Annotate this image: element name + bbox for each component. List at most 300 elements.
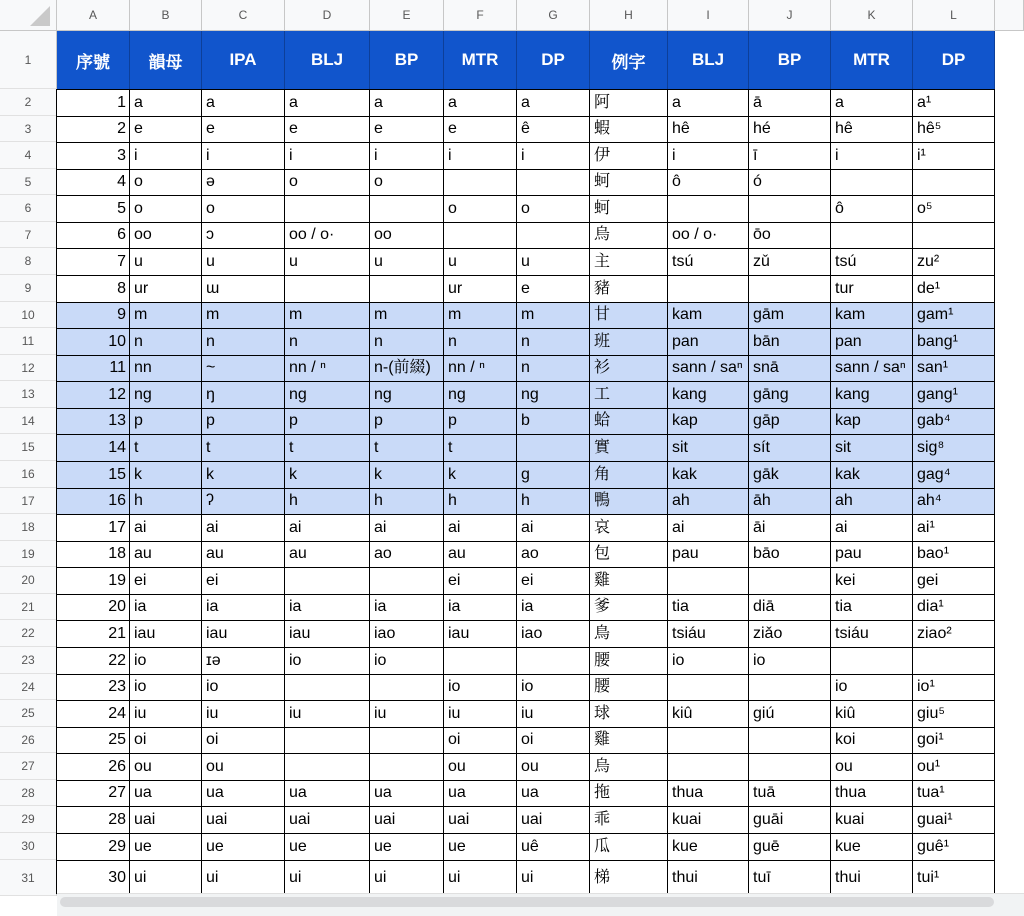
table-cell[interactable]: 衫 xyxy=(590,355,668,381)
table-cell[interactable]: gab⁴ xyxy=(913,408,995,434)
table-cell[interactable]: h xyxy=(517,488,590,514)
table-cell[interactable]: 班 xyxy=(590,328,668,355)
table-cell[interactable]: tur xyxy=(835,279,854,297)
table-cell[interactable]: 10 xyxy=(57,328,130,355)
table-cell[interactable]: ng xyxy=(130,381,202,408)
column-header-c[interactable]: C xyxy=(202,0,285,31)
table-cell[interactable]: thua xyxy=(835,784,867,801)
table-cell[interactable]: diā xyxy=(753,598,775,615)
table-cell[interactable]: ui xyxy=(289,869,302,886)
table-cell[interactable]: ia xyxy=(289,598,302,615)
table-cell[interactable]: bān xyxy=(749,328,831,355)
table-cell[interactable]: 梯 xyxy=(594,869,611,886)
table-cell[interactable]: 24 xyxy=(108,704,126,722)
table-cell[interactable]: ue xyxy=(374,837,392,855)
table-cell[interactable]: io xyxy=(753,651,766,669)
table-cell[interactable]: gāng xyxy=(749,381,831,408)
table-cell[interactable] xyxy=(749,275,831,302)
table-cell[interactable]: guāi xyxy=(753,810,784,828)
table-cell[interactable]: g xyxy=(517,461,590,488)
table-cell[interactable]: p xyxy=(202,408,285,434)
table-cell[interactable]: p xyxy=(285,408,370,434)
row-header-26[interactable]: 26 xyxy=(0,727,57,753)
table-cell[interactable]: n xyxy=(517,355,590,381)
table-cell[interactable]: ui xyxy=(206,869,219,886)
table-cell[interactable]: 雞 xyxy=(594,731,611,748)
table-cell[interactable]: io xyxy=(134,651,147,669)
table-cell[interactable]: kap xyxy=(668,408,749,434)
table-cell[interactable]: gāk xyxy=(749,461,831,488)
table-cell[interactable] xyxy=(370,275,444,302)
table-cell[interactable]: 拖 xyxy=(594,784,611,801)
table-cell[interactable]: gām xyxy=(749,302,831,328)
table-cell[interactable] xyxy=(370,753,444,780)
column-header-h[interactable]: H xyxy=(590,0,668,31)
table-cell[interactable]: tia xyxy=(835,598,852,615)
table-cell[interactable]: 實 xyxy=(590,434,668,461)
table-cell[interactable]: t xyxy=(370,434,444,461)
table-cell[interactable]: ei xyxy=(448,571,461,589)
table-cell[interactable]: 包 xyxy=(594,545,611,562)
table-cell[interactable]: ue xyxy=(206,837,224,855)
row-header-5[interactable]: 5 xyxy=(0,169,57,195)
table-cell[interactable]: u xyxy=(134,252,143,270)
table-cell[interactable]: a xyxy=(835,93,844,111)
table-cell[interactable]: o xyxy=(206,199,215,217)
table-cell[interactable]: n xyxy=(285,328,370,355)
table-cell[interactable]: bao¹ xyxy=(917,545,950,562)
table-cell[interactable] xyxy=(749,753,831,780)
table-cell[interactable]: oi xyxy=(448,731,461,748)
table-cell[interactable]: p xyxy=(130,408,202,434)
table-cell[interactable]: de¹ xyxy=(917,279,941,297)
table-cell[interactable]: ua xyxy=(374,784,392,801)
table-cell[interactable]: 烏 xyxy=(594,757,611,775)
table-cell[interactable]: 2 xyxy=(117,120,126,137)
table-cell[interactable] xyxy=(444,169,517,195)
table-cell[interactable]: ai xyxy=(835,518,848,536)
table-cell[interactable]: 18 xyxy=(108,545,126,562)
row-header-16[interactable]: 16 xyxy=(0,461,57,488)
table-cell[interactable]: ng xyxy=(517,381,590,408)
table-cell[interactable]: 20 xyxy=(108,598,126,615)
table-cell[interactable]: kiû xyxy=(835,704,856,722)
table-cell[interactable]: au xyxy=(448,545,466,562)
table-cell[interactable]: nn xyxy=(130,355,202,381)
table-cell[interactable]: ia xyxy=(374,598,387,615)
table-cell[interactable]: hé xyxy=(753,120,771,137)
table-cell[interactable]: thui xyxy=(835,869,861,886)
row-header-13[interactable]: 13 xyxy=(0,381,57,408)
table-cell[interactable]: a xyxy=(521,93,530,111)
table-cell[interactable]: ao xyxy=(521,545,539,562)
table-cell[interactable]: 伊 xyxy=(594,146,611,164)
table-cell[interactable]: giu⁵ xyxy=(917,704,945,722)
table-cell[interactable]: iu xyxy=(134,704,147,722)
table-cell[interactable]: pan xyxy=(831,328,913,355)
table-cell[interactable]: kam xyxy=(831,302,913,328)
table-cell[interactable]: ê xyxy=(521,120,530,137)
table-cell[interactable]: ʔ xyxy=(202,488,285,514)
table-cell[interactable]: 12 xyxy=(57,381,130,408)
table-cell[interactable]: ou¹ xyxy=(917,757,941,775)
table-cell[interactable]: zǔ xyxy=(753,252,770,270)
table-cell[interactable]: ur xyxy=(134,279,149,297)
table-cell[interactable]: pau xyxy=(672,545,699,562)
table-cell[interactable]: k xyxy=(444,461,517,488)
table-cell[interactable]: sít xyxy=(749,434,831,461)
table-cell[interactable]: 22 xyxy=(108,651,126,669)
row-header-30[interactable]: 30 xyxy=(0,833,57,860)
table-cell[interactable]: ia xyxy=(521,598,534,615)
table-cell[interactable]: a xyxy=(206,93,215,111)
column-header-j[interactable]: J xyxy=(749,0,831,31)
table-cell[interactable] xyxy=(285,567,370,594)
table-cell[interactable]: uai xyxy=(134,810,156,828)
row-header-12[interactable]: 12 xyxy=(0,355,57,381)
table-cell[interactable]: 哀 xyxy=(594,518,611,536)
table-cell[interactable]: kak xyxy=(831,461,913,488)
table-cell[interactable]: 17 xyxy=(108,518,126,536)
table-cell[interactable]: 7 xyxy=(117,252,126,270)
table-cell[interactable]: giú xyxy=(753,704,775,722)
row-header-3[interactable]: 3 xyxy=(0,116,57,142)
table-cell[interactable]: 阿 xyxy=(594,93,611,111)
table-cell[interactable] xyxy=(285,275,370,302)
table-cell[interactable]: gag⁴ xyxy=(913,461,995,488)
table-cell[interactable] xyxy=(749,674,831,700)
row-header-17[interactable]: 17 xyxy=(0,488,57,514)
table-cell[interactable]: 1 xyxy=(117,93,126,111)
table-cell[interactable]: gāp xyxy=(749,408,831,434)
table-cell[interactable]: io xyxy=(289,651,302,669)
table-cell[interactable]: kam xyxy=(668,302,749,328)
table-cell[interactable]: ue xyxy=(289,837,307,855)
table-cell[interactable]: ai xyxy=(374,518,387,536)
table-cell[interactable]: uai xyxy=(206,810,228,828)
table-cell[interactable]: au xyxy=(206,545,224,562)
table-cell[interactable]: 26 xyxy=(108,757,126,775)
table-cell[interactable]: ei xyxy=(521,571,534,589)
table-cell[interactable]: ou xyxy=(134,757,152,775)
table-cell[interactable] xyxy=(749,567,831,594)
table-cell[interactable]: i xyxy=(835,146,839,164)
table-cell[interactable]: 15 xyxy=(57,461,130,488)
row-header-6[interactable]: 6 xyxy=(0,195,57,222)
table-cell[interactable]: tsú xyxy=(672,252,694,270)
table-cell[interactable]: ua xyxy=(289,784,307,801)
table-cell[interactable] xyxy=(444,647,517,674)
table-cell[interactable]: uai xyxy=(289,810,311,828)
row-header-19[interactable]: 19 xyxy=(0,541,57,567)
table-cell[interactable]: o xyxy=(374,173,383,190)
table-cell[interactable]: au xyxy=(134,545,152,562)
table-cell[interactable]: dia¹ xyxy=(917,598,944,615)
table-cell[interactable]: u xyxy=(206,252,215,270)
table-cell[interactable]: gei xyxy=(917,571,939,589)
table-cell[interactable] xyxy=(913,169,995,195)
table-cell[interactable]: k xyxy=(130,461,202,488)
table-cell[interactable]: io xyxy=(672,651,685,669)
table-cell[interactable] xyxy=(668,727,749,753)
table-cell[interactable] xyxy=(913,222,995,248)
table-cell[interactable]: k xyxy=(202,461,285,488)
table-cell[interactable]: u xyxy=(289,252,298,270)
table-cell[interactable]: t xyxy=(285,434,370,461)
table-cell[interactable]: i xyxy=(206,146,210,164)
table-cell[interactable]: 角 xyxy=(590,461,668,488)
table-cell[interactable]: 瓜 xyxy=(594,837,611,855)
table-cell[interactable]: 腰 xyxy=(594,651,611,669)
table-cell[interactable]: 23 xyxy=(108,678,126,695)
table-cell[interactable] xyxy=(370,567,444,594)
table-cell[interactable]: ô xyxy=(835,199,844,217)
table-cell[interactable]: gam¹ xyxy=(913,302,995,328)
row-header-28[interactable]: 28 xyxy=(0,780,57,806)
table-cell[interactable]: ɪə xyxy=(206,651,221,669)
table-cell[interactable]: sig⁸ xyxy=(913,434,995,461)
table-cell[interactable] xyxy=(370,727,444,753)
table-cell[interactable] xyxy=(831,222,913,248)
table-cell[interactable] xyxy=(285,753,370,780)
table-cell[interactable] xyxy=(913,647,995,674)
table-cell[interactable]: m xyxy=(202,302,285,328)
table-cell[interactable]: ur xyxy=(448,279,463,297)
table-cell[interactable]: oo xyxy=(374,226,392,243)
table-cell[interactable]: m xyxy=(370,302,444,328)
table-cell[interactable]: io xyxy=(448,678,461,695)
table-cell[interactable]: ah⁴ xyxy=(913,488,995,514)
table-cell[interactable]: iao xyxy=(521,624,543,642)
row-header-23[interactable]: 23 xyxy=(0,647,57,674)
table-cell[interactable]: 主 xyxy=(594,252,611,270)
table-cell[interactable]: oo / o· xyxy=(672,226,718,243)
table-cell[interactable]: i xyxy=(672,146,676,164)
table-cell[interactable]: hê xyxy=(672,120,690,137)
table-cell[interactable]: u xyxy=(448,252,457,270)
table-cell[interactable]: iau xyxy=(206,624,228,642)
table-cell[interactable]: e xyxy=(448,120,457,137)
table-cell[interactable] xyxy=(370,674,444,700)
table-cell[interactable]: u xyxy=(374,252,383,270)
table-cell[interactable]: ua xyxy=(206,784,224,801)
table-cell[interactable]: ah xyxy=(668,488,749,514)
table-cell[interactable]: 3 xyxy=(117,146,126,164)
table-cell[interactable] xyxy=(668,195,749,222)
column-header-l[interactable]: L xyxy=(913,0,995,31)
row-header-11[interactable]: 11 xyxy=(0,328,57,355)
table-cell[interactable]: e xyxy=(374,120,383,137)
table-cell[interactable]: 蝦 xyxy=(594,120,611,137)
table-cell[interactable]: ua xyxy=(448,784,466,801)
table-cell[interactable]: thua xyxy=(672,784,704,801)
table-cell[interactable]: ng xyxy=(285,381,370,408)
table-cell[interactable]: io¹ xyxy=(917,678,935,695)
table-cell[interactable]: ui xyxy=(521,869,534,886)
table-cell[interactable]: 蛤 xyxy=(590,408,668,434)
table-cell[interactable]: o⁵ xyxy=(917,199,933,217)
column-header-e[interactable]: E xyxy=(370,0,444,31)
table-cell[interactable]: sit xyxy=(668,434,749,461)
row-header-31[interactable]: 31 xyxy=(0,860,57,896)
row-header-15[interactable]: 15 xyxy=(0,434,57,461)
table-cell[interactable]: 豬 xyxy=(594,279,611,297)
table-cell[interactable]: iau xyxy=(289,624,311,642)
table-cell[interactable] xyxy=(517,169,590,195)
table-cell[interactable]: k xyxy=(285,461,370,488)
row-header-24[interactable]: 24 xyxy=(0,674,57,700)
table-cell[interactable]: t xyxy=(130,434,202,461)
table-cell[interactable]: 27 xyxy=(108,784,126,801)
table-cell[interactable]: ia xyxy=(134,598,147,615)
table-cell[interactable]: goi¹ xyxy=(917,731,944,748)
table-cell[interactable]: p xyxy=(444,408,517,434)
table-cell[interactable]: guē xyxy=(753,837,780,855)
table-cell[interactable]: āh xyxy=(749,488,831,514)
table-cell[interactable]: io xyxy=(374,651,387,669)
table-cell[interactable]: guê¹ xyxy=(917,837,950,855)
table-cell[interactable] xyxy=(517,434,590,461)
table-cell[interactable]: 11 xyxy=(57,355,130,381)
table-cell[interactable]: snā xyxy=(749,355,831,381)
table-cell[interactable]: 5 xyxy=(117,199,126,217)
horizontal-scrollbar-thumb[interactable] xyxy=(60,897,994,907)
table-cell[interactable]: 甘 xyxy=(590,302,668,328)
table-cell[interactable] xyxy=(668,674,749,700)
table-cell[interactable]: t xyxy=(444,434,517,461)
table-cell[interactable] xyxy=(668,753,749,780)
table-cell[interactable]: 8 xyxy=(117,279,126,297)
table-cell[interactable]: āi xyxy=(753,518,766,536)
table-cell[interactable]: oi xyxy=(134,731,147,748)
row-header-4[interactable]: 4 xyxy=(0,142,57,169)
table-cell[interactable]: ai xyxy=(289,518,302,536)
table-cell[interactable]: au xyxy=(289,545,307,562)
table-cell[interactable]: thui xyxy=(672,869,698,886)
table-cell[interactable]: ai xyxy=(134,518,147,536)
table-cell[interactable]: p xyxy=(370,408,444,434)
table-cell[interactable]: ziǎo xyxy=(753,624,783,642)
table-cell[interactable]: zu² xyxy=(917,252,940,270)
table-cell[interactable]: ou xyxy=(448,757,466,775)
row-header-22[interactable]: 22 xyxy=(0,620,57,647)
table-cell[interactable]: h xyxy=(285,488,370,514)
table-cell[interactable]: i¹ xyxy=(917,146,926,164)
table-cell[interactable]: n-(前綴) xyxy=(370,355,444,381)
table-cell[interactable]: e xyxy=(134,120,143,137)
table-cell[interactable]: n xyxy=(444,328,517,355)
table-cell[interactable]: ei xyxy=(134,571,147,589)
column-header-b[interactable]: B xyxy=(130,0,202,31)
table-cell[interactable]: kap xyxy=(831,408,913,434)
table-cell[interactable]: ī xyxy=(753,146,758,164)
row-header-2[interactable]: 2 xyxy=(0,89,57,116)
table-cell[interactable]: kue xyxy=(835,837,861,855)
row-header-20[interactable]: 20 xyxy=(0,567,57,594)
table-cell[interactable]: 烏 xyxy=(594,226,611,243)
column-header-a[interactable]: A xyxy=(57,0,130,31)
table-cell[interactable]: ei xyxy=(206,571,219,589)
table-cell[interactable]: san¹ xyxy=(913,355,995,381)
table-cell[interactable]: 雞 xyxy=(594,571,611,589)
table-cell[interactable]: tsiáu xyxy=(835,624,869,642)
table-cell[interactable]: 16 xyxy=(57,488,130,514)
table-cell[interactable] xyxy=(285,195,370,222)
table-cell[interactable]: io xyxy=(134,678,147,695)
row-header-7[interactable]: 7 xyxy=(0,222,57,248)
table-cell[interactable]: ó xyxy=(753,173,762,190)
table-cell[interactable]: 腰 xyxy=(594,678,611,695)
table-cell[interactable]: 25 xyxy=(108,731,126,748)
table-cell[interactable]: iau xyxy=(448,624,470,642)
table-cell[interactable]: a xyxy=(134,93,143,111)
table-cell[interactable]: ā xyxy=(753,93,762,111)
table-cell[interactable]: ai xyxy=(521,518,534,536)
table-cell[interactable]: uai xyxy=(374,810,396,828)
table-cell[interactable]: kuai xyxy=(672,810,702,828)
row-header-9[interactable]: 9 xyxy=(0,275,57,302)
column-header-g[interactable]: G xyxy=(517,0,590,31)
table-cell[interactable]: uai xyxy=(521,810,543,828)
table-cell[interactable]: koi xyxy=(835,731,856,748)
table-cell[interactable]: oo / o· xyxy=(289,226,335,243)
table-cell[interactable]: 14 xyxy=(57,434,130,461)
table-cell[interactable]: m xyxy=(517,302,590,328)
table-cell[interactable]: ui xyxy=(448,869,461,886)
table-cell[interactable]: ia xyxy=(206,598,219,615)
table-cell[interactable]: m xyxy=(444,302,517,328)
table-cell[interactable] xyxy=(285,674,370,700)
table-cell[interactable]: bāo xyxy=(753,545,780,562)
column-header-d[interactable]: D xyxy=(285,0,370,31)
table-cell[interactable]: uê xyxy=(521,837,539,855)
table-cell[interactable] xyxy=(517,222,590,248)
table-cell[interactable]: ô xyxy=(672,173,681,190)
table-cell[interactable]: tuī xyxy=(753,869,771,886)
table-cell[interactable]: io xyxy=(835,678,848,695)
table-cell[interactable]: a xyxy=(672,93,681,111)
table-cell[interactable] xyxy=(831,169,913,195)
table-cell[interactable]: ui xyxy=(134,869,147,886)
table-cell[interactable]: a xyxy=(448,93,457,111)
table-cell[interactable]: ou xyxy=(206,757,224,775)
table-cell[interactable]: ui xyxy=(374,869,387,886)
table-cell[interactable]: tua¹ xyxy=(917,784,945,801)
table-cell[interactable]: kang xyxy=(668,381,749,408)
table-cell[interactable]: gang¹ xyxy=(913,381,995,408)
table-cell[interactable]: nn / ⁿ xyxy=(285,355,370,381)
table-cell[interactable]: i xyxy=(374,146,378,164)
table-cell[interactable]: ua xyxy=(134,784,152,801)
table-cell[interactable]: i xyxy=(448,146,452,164)
table-cell[interactable]: io xyxy=(206,678,219,695)
row-header-8[interactable]: 8 xyxy=(0,248,57,275)
table-cell[interactable] xyxy=(370,195,444,222)
table-cell[interactable]: ao xyxy=(374,545,392,562)
table-cell[interactable]: ai xyxy=(206,518,219,536)
table-cell[interactable]: pan xyxy=(668,328,749,355)
table-cell[interactable]: ziao² xyxy=(917,624,952,642)
table-cell[interactable]: oo xyxy=(134,226,152,243)
table-cell[interactable]: tuā xyxy=(753,784,776,801)
table-cell[interactable]: 29 xyxy=(108,837,126,855)
table-cell[interactable]: i xyxy=(134,146,138,164)
table-cell[interactable]: k xyxy=(370,461,444,488)
table-cell[interactable]: io xyxy=(521,678,534,695)
table-cell[interactable]: t xyxy=(202,434,285,461)
row-header-14[interactable]: 14 xyxy=(0,408,57,434)
table-cell[interactable]: ou xyxy=(835,757,853,775)
